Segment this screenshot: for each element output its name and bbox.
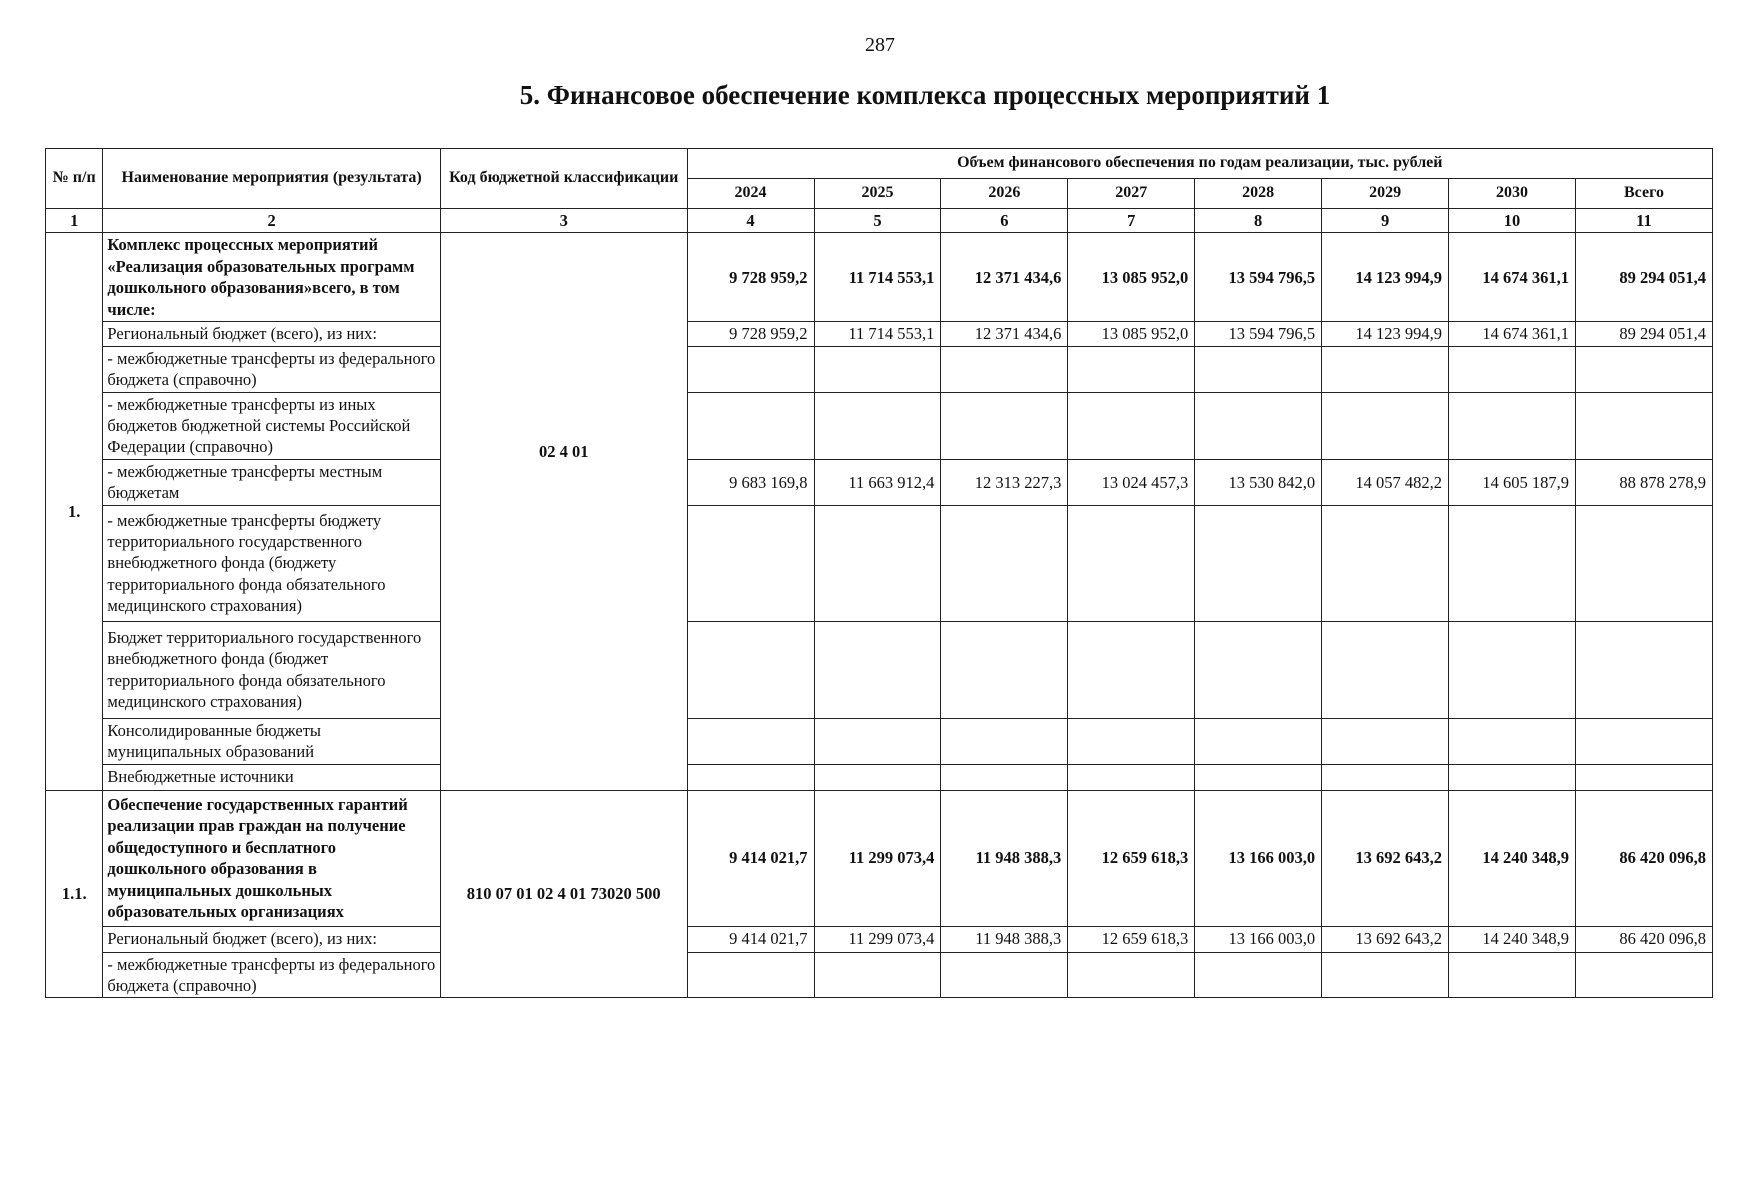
value-total xyxy=(1575,346,1712,392)
header-year: 2026 xyxy=(941,179,1068,209)
value-cell xyxy=(814,764,941,790)
value-cell xyxy=(1449,346,1576,392)
header-volume: Объем финансового обеспечения по годам реализации, тыс. рублей xyxy=(687,149,1712,179)
column-number: 7 xyxy=(1068,209,1195,233)
row-name: - межбюджетные трансферты из иных бюджетов бюджетной системы Российской Федерации (справочно) xyxy=(103,392,440,459)
value-cell: 13 024 457,3 xyxy=(1068,459,1195,505)
row-number: 1.1. xyxy=(46,790,103,998)
value-cell: 13 530 842,0 xyxy=(1195,459,1322,505)
value-cell xyxy=(1195,764,1322,790)
header-year: 2027 xyxy=(1068,179,1195,209)
value-cell: 13 594 796,5 xyxy=(1195,322,1322,346)
table-row xyxy=(46,233,1713,322)
value-cell xyxy=(1068,764,1195,790)
value-cell: 13 166 003,0 xyxy=(1195,926,1322,952)
value-cell: 9 683 169,8 xyxy=(687,459,814,505)
row-name: - межбюджетные трансферты из федерального бюджета (справочно) xyxy=(103,952,440,998)
value-cell xyxy=(941,718,1068,764)
value-cell xyxy=(1195,505,1322,621)
value-cell: 14 240 348,9 xyxy=(1449,926,1576,952)
value-cell xyxy=(1068,621,1195,718)
value-cell: 11 663 912,4 xyxy=(814,459,941,505)
row-number: 1. xyxy=(46,233,103,790)
value-cell: 9 728 959,2 xyxy=(687,322,814,346)
value-cell: 14 674 361,1 xyxy=(1449,322,1576,346)
header-code: Код бюджетной классификации xyxy=(440,149,687,209)
header-total: Всего xyxy=(1575,179,1712,209)
value-total xyxy=(1575,764,1712,790)
value-cell xyxy=(1449,621,1576,718)
table-row xyxy=(46,764,1713,790)
value-cell: 9 728 959,2 xyxy=(687,233,814,322)
value-cell: 14 123 994,9 xyxy=(1322,233,1449,322)
table-row xyxy=(46,790,1713,926)
value-total: 86 420 096,8 xyxy=(1575,926,1712,952)
value-cell: 14 123 994,9 xyxy=(1322,322,1449,346)
column-number: 8 xyxy=(1195,209,1322,233)
column-number: 2 xyxy=(103,209,440,233)
value-cell xyxy=(1195,718,1322,764)
row-name: Региональный бюджет (всего), из них: xyxy=(103,926,440,952)
value-cell xyxy=(1322,392,1449,459)
header-no: № п/п xyxy=(46,149,103,209)
column-number: 5 xyxy=(814,209,941,233)
value-cell xyxy=(687,952,814,998)
value-cell xyxy=(1322,718,1449,764)
value-cell xyxy=(687,505,814,621)
row-name: Региональный бюджет (всего), из них: xyxy=(103,322,440,346)
value-cell xyxy=(1449,505,1576,621)
value-cell xyxy=(941,621,1068,718)
value-cell: 11 714 553,1 xyxy=(814,322,941,346)
value-total: 88 878 278,9 xyxy=(1575,459,1712,505)
row-name: - межбюджетные трансферты бюджету территориального государственного внебюджетного фонда (бюджету территориального фонда обязательного медицинского страхования) xyxy=(103,505,440,621)
header-year: 2025 xyxy=(814,179,941,209)
value-cell xyxy=(1195,346,1322,392)
value-cell: 12 659 618,3 xyxy=(1068,790,1195,926)
value-cell xyxy=(1068,346,1195,392)
header-year: 2029 xyxy=(1322,179,1449,209)
value-cell: 13 085 952,0 xyxy=(1068,322,1195,346)
value-cell: 14 674 361,1 xyxy=(1449,233,1576,322)
value-cell xyxy=(1449,718,1576,764)
value-cell xyxy=(941,505,1068,621)
value-cell: 11 948 388,3 xyxy=(941,926,1068,952)
value-cell: 11 714 553,1 xyxy=(814,233,941,322)
value-cell: 12 659 618,3 xyxy=(1068,926,1195,952)
column-number-row xyxy=(46,209,1713,233)
row-name: Комплекс процессных мероприятий «Реализация образовательных программ дошкольного образования»всего, в том числе: xyxy=(103,233,440,322)
value-cell xyxy=(1322,952,1449,998)
header-year: 2030 xyxy=(1449,179,1576,209)
column-number: 3 xyxy=(440,209,687,233)
financing-table xyxy=(45,148,1713,998)
column-number: 10 xyxy=(1449,209,1576,233)
value-cell: 14 605 187,9 xyxy=(1449,459,1576,505)
row-name: Консолидированные бюджеты муниципальных образований xyxy=(103,718,440,764)
page-title: 5. Финансовое обеспечение комплекса процессных мероприятий 1 xyxy=(519,80,1331,110)
value-total: 86 420 096,8 xyxy=(1575,790,1712,926)
value-cell xyxy=(814,621,941,718)
value-cell xyxy=(814,952,941,998)
budget-code: 810 07 01 02 4 01 73020 500 xyxy=(440,790,687,998)
value-cell xyxy=(1068,505,1195,621)
value-cell xyxy=(941,952,1068,998)
value-cell xyxy=(1195,392,1322,459)
value-cell xyxy=(687,392,814,459)
value-cell xyxy=(687,764,814,790)
value-total xyxy=(1575,505,1712,621)
row-name: - межбюджетные трансферты местным бюджетам xyxy=(103,459,440,505)
value-cell: 11 299 073,4 xyxy=(814,790,941,926)
table-row xyxy=(46,505,1713,621)
value-cell xyxy=(1322,346,1449,392)
value-cell: 9 414 021,7 xyxy=(687,926,814,952)
value-cell xyxy=(1195,952,1322,998)
table-row xyxy=(46,926,1713,952)
value-cell xyxy=(814,505,941,621)
value-cell: 14 240 348,9 xyxy=(1449,790,1576,926)
value-cell: 13 594 796,5 xyxy=(1195,233,1322,322)
value-cell xyxy=(1195,621,1322,718)
value-cell xyxy=(1068,392,1195,459)
value-cell: 14 057 482,2 xyxy=(1322,459,1449,505)
value-cell: 13 085 952,0 xyxy=(1068,233,1195,322)
column-number: 4 xyxy=(687,209,814,233)
value-cell xyxy=(1068,952,1195,998)
value-cell: 12 371 434,6 xyxy=(941,322,1068,346)
value-cell xyxy=(814,718,941,764)
column-number: 9 xyxy=(1322,209,1449,233)
value-total: 89 294 051,4 xyxy=(1575,233,1712,322)
table-row xyxy=(46,346,1713,392)
value-cell xyxy=(1449,392,1576,459)
row-name: Внебюджетные источники xyxy=(103,764,440,790)
value-cell xyxy=(941,392,1068,459)
value-cell xyxy=(1322,505,1449,621)
value-cell: 11 948 388,3 xyxy=(941,790,1068,926)
value-cell xyxy=(1068,718,1195,764)
header-year: 2028 xyxy=(1195,179,1322,209)
value-cell: 11 299 073,4 xyxy=(814,926,941,952)
value-cell: 12 313 227,3 xyxy=(941,459,1068,505)
value-cell: 9 414 021,7 xyxy=(687,790,814,926)
value-cell xyxy=(941,764,1068,790)
value-cell xyxy=(814,392,941,459)
value-total xyxy=(1575,392,1712,459)
budget-code: 02 4 01 xyxy=(440,233,687,790)
value-cell xyxy=(687,718,814,764)
row-name: Обеспечение государственных гарантий реализации прав граждан на получение общедоступного и бесплатного дошкольного образования в муниципальных дошкольных образовательных организациях xyxy=(103,790,440,926)
table-row xyxy=(46,459,1713,505)
table-row xyxy=(46,718,1713,764)
column-number: 6 xyxy=(941,209,1068,233)
value-cell xyxy=(1322,621,1449,718)
row-name: Бюджет территориального государственного внебюджетного фонда (бюджет территориального фонда обязательного медицинского страхования) xyxy=(103,621,440,718)
value-cell xyxy=(687,621,814,718)
value-cell xyxy=(687,346,814,392)
value-total xyxy=(1575,621,1712,718)
value-cell: 12 371 434,6 xyxy=(941,233,1068,322)
value-total xyxy=(1575,718,1712,764)
value-cell xyxy=(1449,764,1576,790)
value-cell xyxy=(1322,764,1449,790)
page-number: 287 xyxy=(865,34,895,56)
table-row xyxy=(46,621,1713,718)
value-total: 89 294 051,4 xyxy=(1575,322,1712,346)
value-cell xyxy=(941,346,1068,392)
header-name: Наименование мероприятия (результата) xyxy=(103,149,440,209)
table-row xyxy=(46,392,1713,459)
column-number: 1 xyxy=(46,209,103,233)
column-number: 11 xyxy=(1575,209,1712,233)
value-cell xyxy=(814,346,941,392)
header-year: 2024 xyxy=(687,179,814,209)
table-row xyxy=(46,322,1713,346)
table-row xyxy=(46,952,1713,998)
row-name: - межбюджетные трансферты из федерального бюджета (справочно) xyxy=(103,346,440,392)
value-cell: 13 692 643,2 xyxy=(1322,790,1449,926)
value-cell xyxy=(1449,952,1576,998)
value-cell: 13 166 003,0 xyxy=(1195,790,1322,926)
value-total xyxy=(1575,952,1712,998)
value-cell: 13 692 643,2 xyxy=(1322,926,1449,952)
